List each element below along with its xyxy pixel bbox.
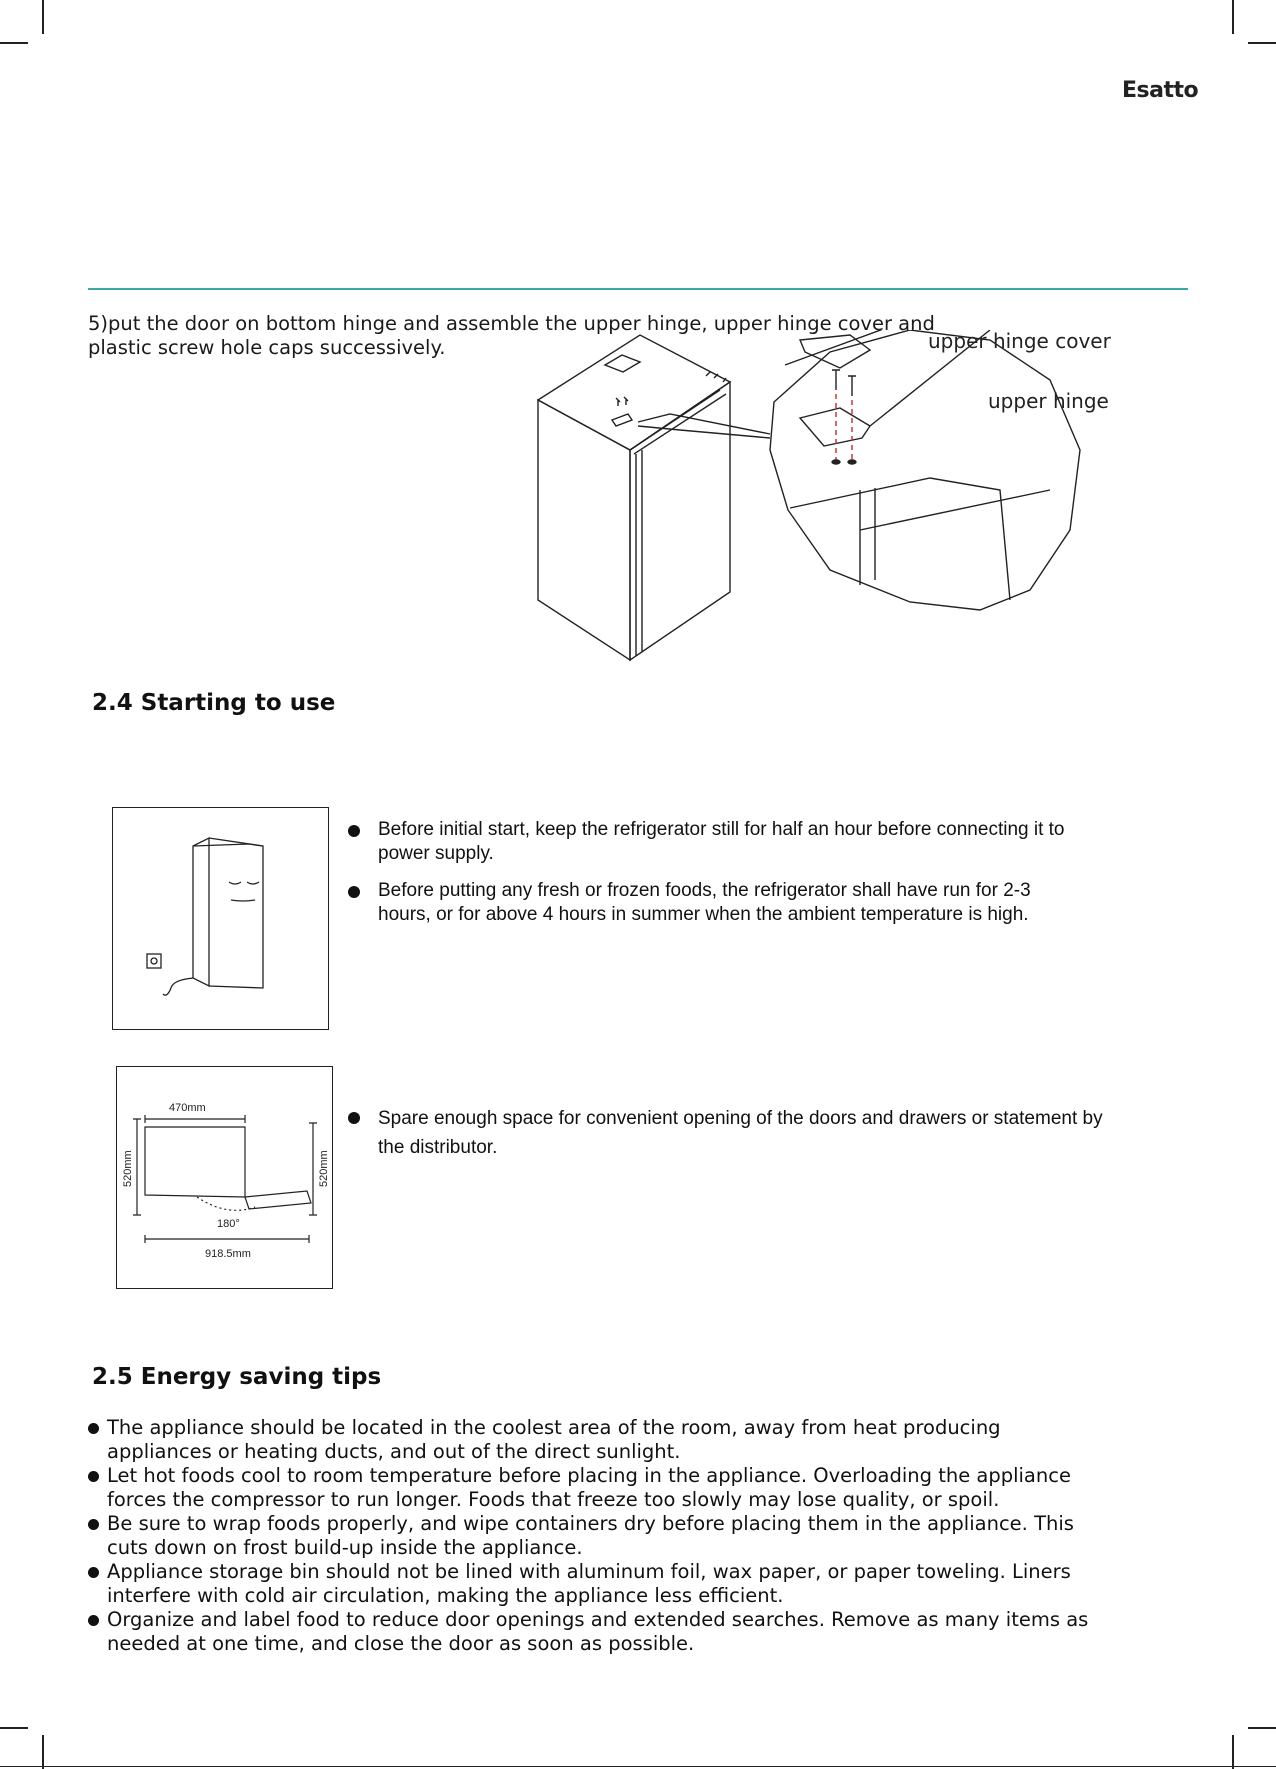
crop-mark — [42, 1735, 44, 1769]
dim-width-label: 470mm — [169, 1102, 206, 1114]
list-item: Spare enough space for convenient opening of the doors and drawers or statement by the distributor. — [348, 1104, 1118, 1162]
starting-bullets-rest — [348, 818, 1068, 927]
clearance-diagram — [116, 1066, 333, 1289]
upper-hinge-plate — [800, 408, 870, 446]
section-heading-energy: 2.5 Energy saving tips — [92, 1364, 382, 1390]
crop-mark — [1248, 42, 1276, 44]
bullet-dot — [348, 886, 360, 898]
dim-total-label: 918.5mm — [205, 1248, 251, 1260]
door-assembly-step: 5)put the door on bottom hinge and assemble the upper hinge, upper hinge cover and plastic screw hole caps successively. — [88, 312, 935, 359]
fridge-body — [538, 400, 630, 660]
upper-hinge-cover — [800, 335, 870, 368]
bullet-dot — [88, 1615, 99, 1626]
hinge-detail-circle — [770, 330, 1080, 610]
crop-mark — [0, 1727, 28, 1729]
callout-upper-hinge-cover: upper hinge cover — [928, 329, 1111, 353]
crop-mark — [1248, 1727, 1276, 1729]
wall-socket-icon — [147, 954, 161, 968]
list-item: Let hot foods cool to room temperature before placing in the appliance. Overloading the appliance forces the compressor to run longer. Foods that freeze too slowly may lose quality, or spoil. — [88, 1464, 1098, 1512]
crop-mark — [42, 0, 44, 34]
bullet-dot — [348, 825, 360, 837]
bullet-dot — [88, 1567, 99, 1578]
brand-logo: Esatto — [1122, 78, 1199, 103]
list-item: Before putting any fresh or frozen foods, the refrigerator shall have run for 2-3 hours, or for above 4 hours in summer when the ambient temperature is high. — [348, 879, 1068, 927]
dim-depth-right-label: 520mm — [318, 1150, 330, 1187]
hinge-assembly-figure — [530, 330, 1120, 670]
list-item: Be sure to wrap foods properly, and wipe containers dry before placing them in the appliance. This cuts down on frost build-up inside the appliance. — [88, 1512, 1098, 1560]
bullet-dot — [348, 1112, 360, 1124]
section-heading-starting: 2.4 Starting to use — [92, 690, 336, 716]
crop-mark — [1232, 1735, 1234, 1769]
dim-depth-left-label: 520mm — [122, 1150, 134, 1187]
list-item: Before initial start, keep the refrigerator still for half an hour before connecting it to power supply. — [348, 818, 1068, 866]
list-item: Organize and label food to reduce door openings and extended searches. Remove as many items as needed at one time, and close the door as soon as possible. — [88, 1608, 1098, 1656]
energy-tips-list — [88, 1416, 1098, 1656]
dim-angle-label: 180° — [217, 1218, 240, 1230]
bullet-dot — [88, 1519, 99, 1530]
starting-bullets-space — [348, 1104, 1118, 1162]
crop-mark — [0, 42, 28, 44]
list-item: The appliance should be located in the coolest area of the room, away from heat producing appliances or heating ducts, and out of the direct sunlight. — [88, 1416, 1098, 1464]
bullet-dot — [88, 1471, 99, 1482]
crop-mark — [1232, 0, 1234, 34]
bullet-dot — [88, 1423, 99, 1434]
header-divider — [88, 288, 1188, 290]
rest-fridge-illustration — [112, 807, 329, 1030]
list-item: Appliance storage bin should not be lined with aluminum foil, wax paper, or paper toweling. Liners interfere with cold air circulation, making the appliance less efficient. — [88, 1560, 1098, 1608]
bottom-trim-line — [0, 1766, 1276, 1767]
callout-upper-hinge: upper hinge — [988, 389, 1109, 413]
